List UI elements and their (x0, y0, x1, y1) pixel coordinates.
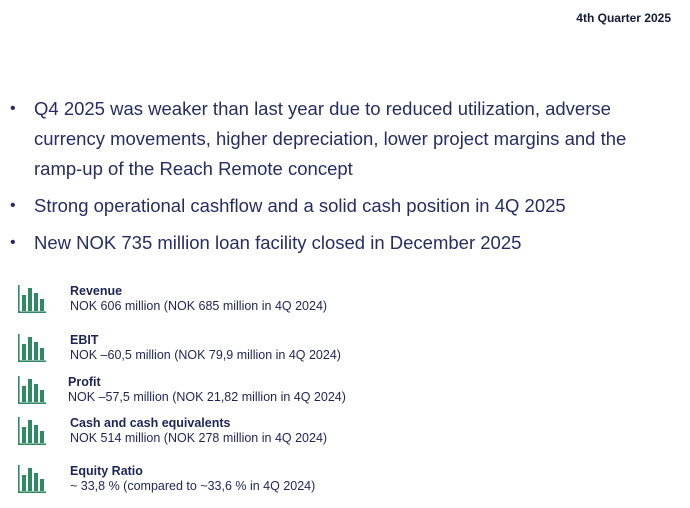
kpi-value: NOK –60,5 million (NOK 79,9 million in 4Q 2024) (70, 348, 341, 362)
kpi-equity-ratio (17, 464, 315, 494)
bullet-item (10, 228, 670, 258)
bullet-item (10, 94, 670, 184)
kpi-ebit (17, 333, 341, 363)
bullet-list (10, 94, 670, 265)
kpi-profit (17, 375, 346, 405)
kpi-label: Profit (68, 375, 101, 389)
bar-chart-icon (17, 333, 47, 363)
bullet-dot: • (10, 234, 16, 251)
bar-chart-icon (17, 464, 47, 494)
bullet-text: New NOK 735 million loan facility closed in December 2025 (34, 232, 522, 253)
kpi-label: Cash and cash equivalents (70, 416, 231, 430)
bullet-text: Strong operational cashflow and a solid cash position in 4Q 2025 (34, 195, 566, 216)
bullet-text: Q4 2025 was weaker than last year due to reduced utilization, adverse currency movements, higher depreciation, lower project margins and the ramp-up of the Reach Remote concept (34, 98, 627, 179)
kpi-value: ~ 33,8 % (compared to ~33,6 % in 4Q 2024) (70, 479, 316, 493)
bullet-dot: • (10, 197, 16, 214)
kpi-value: NOK 514 million (NOK 278 million in 4Q 2024) (70, 431, 328, 445)
kpi-label: EBIT (70, 333, 99, 347)
bullet-item (10, 191, 670, 221)
kpi-value: NOK 606 million (NOK 685 million in 4Q 2024) (70, 299, 328, 313)
page-header-title: 4th Quarter 2025 (576, 11, 671, 25)
bar-chart-icon (17, 284, 47, 314)
kpi-label: Equity Ratio (70, 464, 143, 478)
bullet-dot: • (10, 100, 16, 117)
kpi-label: Revenue (70, 284, 123, 298)
kpi-revenue (17, 284, 327, 314)
kpi-value: NOK –57,5 million (NOK 21,82 million in 4Q 2024) (68, 390, 346, 404)
bar-chart-icon (17, 416, 47, 446)
kpi-cash (17, 416, 327, 446)
bar-chart-icon (17, 375, 47, 405)
